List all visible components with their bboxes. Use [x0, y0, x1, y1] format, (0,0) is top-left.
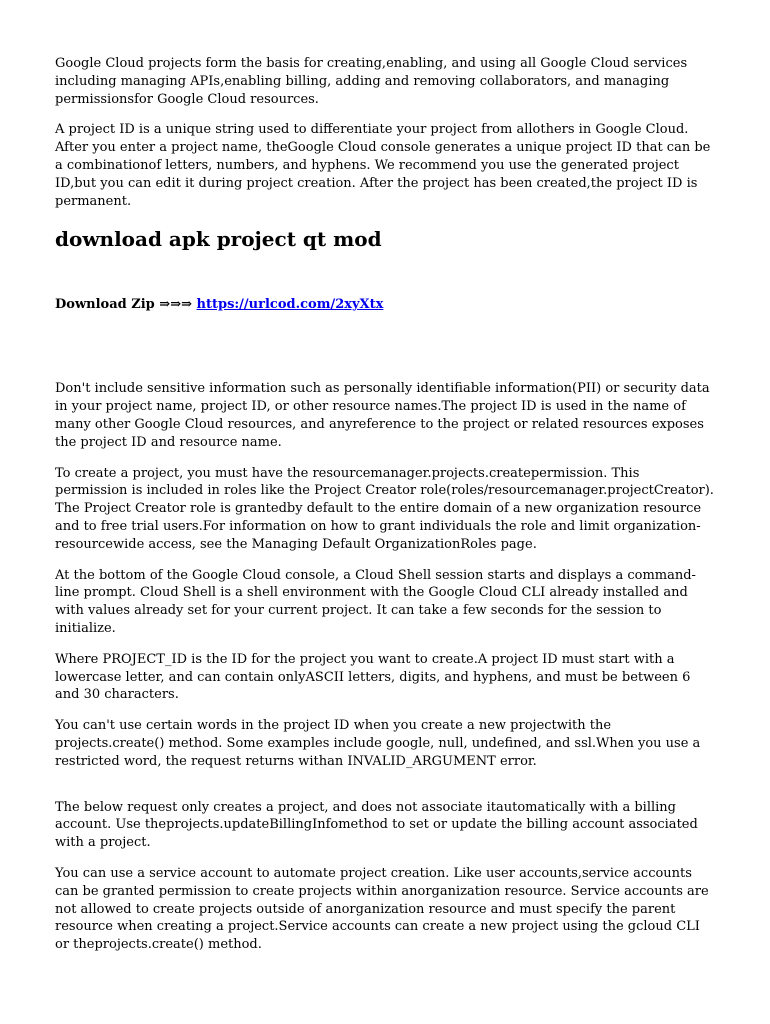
page-title: download apk project qt mod — [55, 227, 382, 252]
spacer — [55, 314, 715, 380]
billing-paragraph: The below request only creates a project, and does not associate itautomatically with a billing account. Use theprojects.updateBillingInfomethod to set or update the billing account associated with a project. — [55, 799, 698, 851]
cloud-shell-paragraph: At the bottom of the Google Cloud console, a Cloud Shell session starts and displays a command-line prompt. Cloud Shell is a shell environment with the Google Cloud CLI already installed and with values already set for your current project. It can take a few seconds for the session to initialize. — [55, 567, 696, 636]
download-label: Download Zip — [55, 297, 155, 313]
download-link[interactable]: https://urlcod.com/2xyXtx — [196, 297, 384, 313]
project-id-paragraph: A project ID is a unique string used to differentiate your project from allothers in Google Cloud. After you enter a project name, theGoogle Cloud console generates a unique project ID that can be a combinationof letters, numbers, and hyphens. We recommend you use the generated project ID,but you can edit it during project creation. After the project has been created,the project ID is permanent. — [55, 122, 711, 209]
download-line — [55, 296, 715, 314]
restricted-words-paragraph: You can't use certain words in the project ID when you create a new projectwith the projects.create() method. Some examples include google, null, undefined, and ssl.When you use a restricted word, the request returns withan INVALID_ARGUMENT error. — [55, 718, 701, 769]
permission-paragraph: To create a project, you must have the resourcemanager.projects.createpermission. This permission is included in roles like the Project Creator role(roles/resourcemanager.projectCreator). The Project Creator role is grantedby default to the entire domain of a new organization resource and to free trial users.For information on how to grant individuals the role and limit organization-resourcewide access, see the Managing Default OrganizationRoles page. — [55, 465, 714, 552]
service-account-paragraph: You can use a service account to automate project creation. Like user accounts,service accounts can be granted permission to create projects within anorganization resource. Service accounts are not allowed to create projects outside of anorganization resource and must specify the parent resource when creating a project.Service accounts can create a new project using the gcloud CLI or theprojects.create() method. — [55, 865, 709, 953]
document-page — [55, 55, 715, 967]
intro-paragraph: Google Cloud projects form the basis for creating,enabling, and using all Google Cloud services including managing APIs,enabling billing, adding and removing collaborators, and managing permissionsfor Google Cloud resources. — [55, 56, 688, 107]
project-id-rules-paragraph: Where PROJECT_ID is the ID for the project you want to create.A project ID must start with a lowercase letter, and can contain onlyASCII letters, digits, and hyphens, and must be between 6 and 30 characters. — [55, 651, 691, 703]
sensitive-info-paragraph: Don't include sensitive information such as personally identifiable information(PII) or security data in your project name, project ID, or other resource names.The project ID is used in the name of many other Google Cloud resources, and anyreference to the project or related resources exposes the project ID and resource name. — [55, 381, 710, 450]
arrow-glyphs: ⇒⇒⇒ — [159, 297, 192, 313]
